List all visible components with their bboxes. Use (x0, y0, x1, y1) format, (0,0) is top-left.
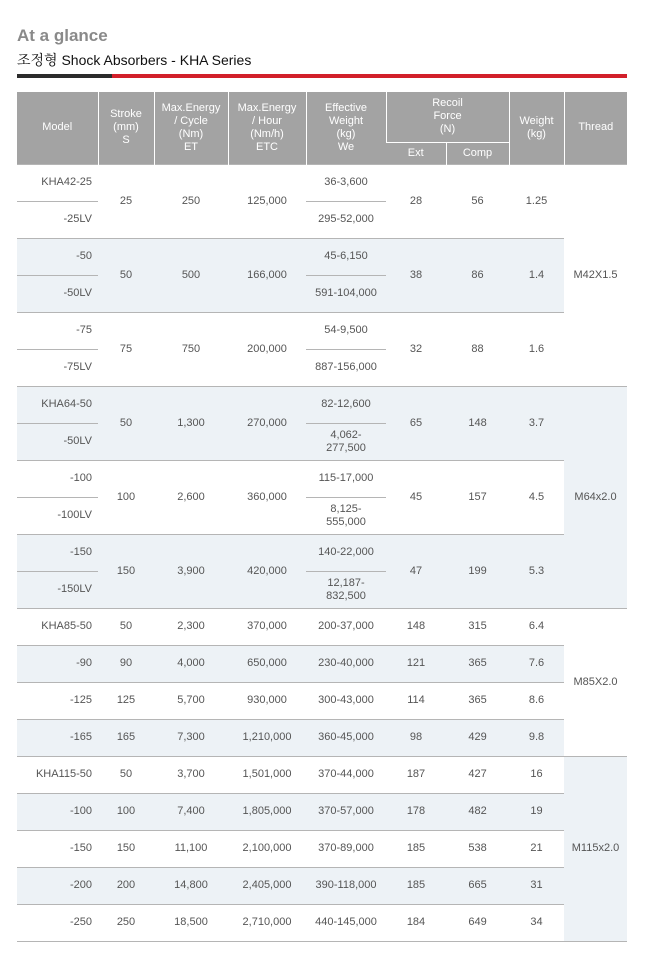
energy-hour-cell: 2,710,000 (228, 904, 306, 941)
effective-weight-cell: 591-104,000 (306, 275, 386, 312)
weight-cell: 31 (509, 867, 564, 904)
energy-hour-cell: 1,501,000 (228, 756, 306, 793)
effective-weight-cell: 440-145,000 (306, 904, 386, 941)
recoil-comp-cell: 365 (446, 682, 509, 719)
table-row (17, 793, 627, 830)
stroke-cell: 200 (98, 867, 154, 904)
recoil-comp-cell: 538 (446, 830, 509, 867)
energy-cycle-cell: 3,900 (154, 534, 228, 608)
energy-hour-cell: 420,000 (228, 534, 306, 608)
model-cell: -250 (17, 904, 98, 941)
spec-table (17, 92, 627, 942)
effective-weight-cell: 370-57,000 (306, 793, 386, 830)
recoil-ext-cell: 184 (386, 904, 446, 941)
stroke-cell: 25 (98, 164, 154, 238)
effective-weight-cell: 360-45,000 (306, 719, 386, 756)
model-cell: -50LV (17, 275, 98, 312)
table-row (17, 645, 627, 682)
weight-cell: 21 (509, 830, 564, 867)
rule-dark-segment (17, 74, 112, 78)
recoil-comp-cell: 665 (446, 867, 509, 904)
recoil-comp-cell: 315 (446, 608, 509, 645)
model-cell: -100 (17, 460, 98, 497)
effective-weight-cell: 200-37,000 (306, 608, 386, 645)
energy-cycle-cell: 2,600 (154, 460, 228, 534)
recoil-ext-cell: 98 (386, 719, 446, 756)
recoil-comp-cell: 482 (446, 793, 509, 830)
rule-red-segment (112, 74, 627, 78)
model-cell: -150 (17, 534, 98, 571)
recoil-ext-cell: 28 (386, 164, 446, 238)
stroke-cell: 50 (98, 238, 154, 312)
recoil-ext-cell: 178 (386, 793, 446, 830)
energy-cycle-cell: 7,400 (154, 793, 228, 830)
weight-cell: 19 (509, 793, 564, 830)
thread-cell: M115x2.0 (564, 756, 627, 941)
recoil-ext-cell: 47 (386, 534, 446, 608)
effective-weight-cell: 295-52,000 (306, 201, 386, 238)
stroke-cell: 100 (98, 460, 154, 534)
weight-cell: 6.4 (509, 608, 564, 645)
table-row (17, 312, 627, 349)
recoil-comp-cell: 649 (446, 904, 509, 941)
recoil-ext-cell: 45 (386, 460, 446, 534)
page-heading (17, 26, 251, 69)
stroke-cell: 150 (98, 534, 154, 608)
weight-cell: 1.4 (509, 238, 564, 312)
recoil-comp-cell: 199 (446, 534, 509, 608)
stroke-cell: 75 (98, 312, 154, 386)
model-cell: -50LV (17, 423, 98, 460)
model-cell: KHA64-50 (17, 386, 98, 423)
table-row (17, 386, 627, 423)
table-row (17, 756, 627, 793)
weight-cell: 34 (509, 904, 564, 941)
page-subtitle: 조정형 Shock Absorbers - KHA Series (17, 52, 252, 68)
model-cell: -150 (17, 830, 98, 867)
weight-cell: 8.6 (509, 682, 564, 719)
thread-cell: M85X2.0 (564, 608, 627, 756)
table-row (17, 534, 627, 571)
weight-cell: 3.7 (509, 386, 564, 460)
recoil-comp-cell: 56 (446, 164, 509, 238)
model-cell: -200 (17, 867, 98, 904)
recoil-comp-cell: 88 (446, 312, 509, 386)
energy-hour-cell: 2,100,000 (228, 830, 306, 867)
energy-cycle-cell: 2,300 (154, 608, 228, 645)
stroke-cell: 100 (98, 793, 154, 830)
effective-weight-cell: 887-156,000 (306, 349, 386, 386)
energy-cycle-cell: 7,300 (154, 719, 228, 756)
recoil-ext-cell: 187 (386, 756, 446, 793)
energy-cycle-cell: 11,100 (154, 830, 228, 867)
energy-hour-cell: 1,805,000 (228, 793, 306, 830)
header-weight: Weight (kg) (509, 92, 564, 164)
energy-hour-cell: 2,405,000 (228, 867, 306, 904)
energy-hour-cell: 360,000 (228, 460, 306, 534)
page-title: At a glance (17, 26, 108, 45)
model-cell: -75 (17, 312, 98, 349)
energy-cycle-cell: 4,000 (154, 645, 228, 682)
model-cell: KHA42-25 (17, 164, 98, 201)
model-cell: -100LV (17, 497, 98, 534)
energy-cycle-cell: 1,300 (154, 386, 228, 460)
header-energy-hour: Max.Energy / Hour (Nm/h) ETC (228, 92, 306, 164)
header-recoil-force: Recoil Force (N) (386, 92, 509, 142)
stroke-cell: 150 (98, 830, 154, 867)
table-row (17, 608, 627, 645)
table-row (17, 682, 627, 719)
header-effective-weight: Effective Weight (kg) We (306, 92, 386, 164)
header-energy-cycle: Max.Energy / Cycle (Nm) ET (154, 92, 228, 164)
recoil-comp-cell: 365 (446, 645, 509, 682)
header-recoil-ext: Ext (386, 142, 446, 164)
energy-cycle-cell: 14,800 (154, 867, 228, 904)
energy-hour-cell: 200,000 (228, 312, 306, 386)
weight-cell: 1.25 (509, 164, 564, 238)
stroke-cell: 125 (98, 682, 154, 719)
effective-weight-cell: 36-3,600 (306, 164, 386, 201)
stroke-cell: 50 (98, 386, 154, 460)
stroke-cell: 50 (98, 608, 154, 645)
recoil-ext-cell: 148 (386, 608, 446, 645)
model-cell: -100 (17, 793, 98, 830)
weight-cell: 9.8 (509, 719, 564, 756)
recoil-ext-cell: 32 (386, 312, 446, 386)
table-row (17, 719, 627, 756)
model-cell: -75LV (17, 349, 98, 386)
energy-hour-cell: 1,210,000 (228, 719, 306, 756)
thread-cell: M64x2.0 (564, 386, 627, 608)
table-row (17, 904, 627, 941)
effective-weight-cell: 45-6,150 (306, 238, 386, 275)
effective-weight-cell: 115-17,000 (306, 460, 386, 497)
energy-cycle-cell: 500 (154, 238, 228, 312)
model-cell: KHA115-50 (17, 756, 98, 793)
effective-weight-cell: 54-9,500 (306, 312, 386, 349)
model-cell: KHA85-50 (17, 608, 98, 645)
energy-hour-cell: 370,000 (228, 608, 306, 645)
recoil-ext-cell: 114 (386, 682, 446, 719)
effective-weight-cell: 8,125- 555,000 (306, 497, 386, 534)
weight-cell: 5.3 (509, 534, 564, 608)
recoil-comp-cell: 86 (446, 238, 509, 312)
table-row (17, 830, 627, 867)
energy-cycle-cell: 750 (154, 312, 228, 386)
effective-weight-cell: 82-12,600 (306, 386, 386, 423)
energy-hour-cell: 650,000 (228, 645, 306, 682)
model-cell: -165 (17, 719, 98, 756)
effective-weight-cell: 390-118,000 (306, 867, 386, 904)
effective-weight-cell: 140-22,000 (306, 534, 386, 571)
recoil-ext-cell: 121 (386, 645, 446, 682)
effective-weight-cell: 370-89,000 (306, 830, 386, 867)
model-cell: -150LV (17, 571, 98, 608)
weight-cell: 4.5 (509, 460, 564, 534)
table-row (17, 164, 627, 201)
effective-weight-cell: 300-43,000 (306, 682, 386, 719)
effective-weight-cell: 4,062- 277,500 (306, 423, 386, 460)
header-stroke: Stroke (mm) S (98, 92, 154, 164)
recoil-comp-cell: 148 (446, 386, 509, 460)
recoil-ext-cell: 185 (386, 867, 446, 904)
stroke-cell: 90 (98, 645, 154, 682)
energy-hour-cell: 166,000 (228, 238, 306, 312)
stroke-cell: 50 (98, 756, 154, 793)
recoil-ext-cell: 185 (386, 830, 446, 867)
energy-cycle-cell: 250 (154, 164, 228, 238)
model-cell: -125 (17, 682, 98, 719)
stroke-cell: 165 (98, 719, 154, 756)
recoil-comp-cell: 157 (446, 460, 509, 534)
weight-cell: 1.6 (509, 312, 564, 386)
effective-weight-cell: 370-44,000 (306, 756, 386, 793)
effective-weight-cell: 230-40,000 (306, 645, 386, 682)
stroke-cell: 250 (98, 904, 154, 941)
header-model: Model (17, 92, 98, 164)
header-thread: Thread (564, 92, 627, 164)
table-row (17, 238, 627, 275)
title-rule (17, 74, 627, 78)
energy-hour-cell: 125,000 (228, 164, 306, 238)
energy-cycle-cell: 5,700 (154, 682, 228, 719)
model-cell: -25LV (17, 201, 98, 238)
weight-cell: 16 (509, 756, 564, 793)
table-row (17, 867, 627, 904)
energy-cycle-cell: 3,700 (154, 756, 228, 793)
model-cell: -50 (17, 238, 98, 275)
recoil-ext-cell: 65 (386, 386, 446, 460)
energy-cycle-cell: 18,500 (154, 904, 228, 941)
table-row (17, 460, 627, 497)
energy-hour-cell: 930,000 (228, 682, 306, 719)
header-recoil-comp: Comp (446, 142, 509, 164)
recoil-comp-cell: 429 (446, 719, 509, 756)
thread-cell: M42X1.5 (564, 164, 627, 386)
effective-weight-cell: 12,187- 832,500 (306, 571, 386, 608)
recoil-ext-cell: 38 (386, 238, 446, 312)
weight-cell: 7.6 (509, 645, 564, 682)
recoil-comp-cell: 427 (446, 756, 509, 793)
model-cell: -90 (17, 645, 98, 682)
energy-hour-cell: 270,000 (228, 386, 306, 460)
